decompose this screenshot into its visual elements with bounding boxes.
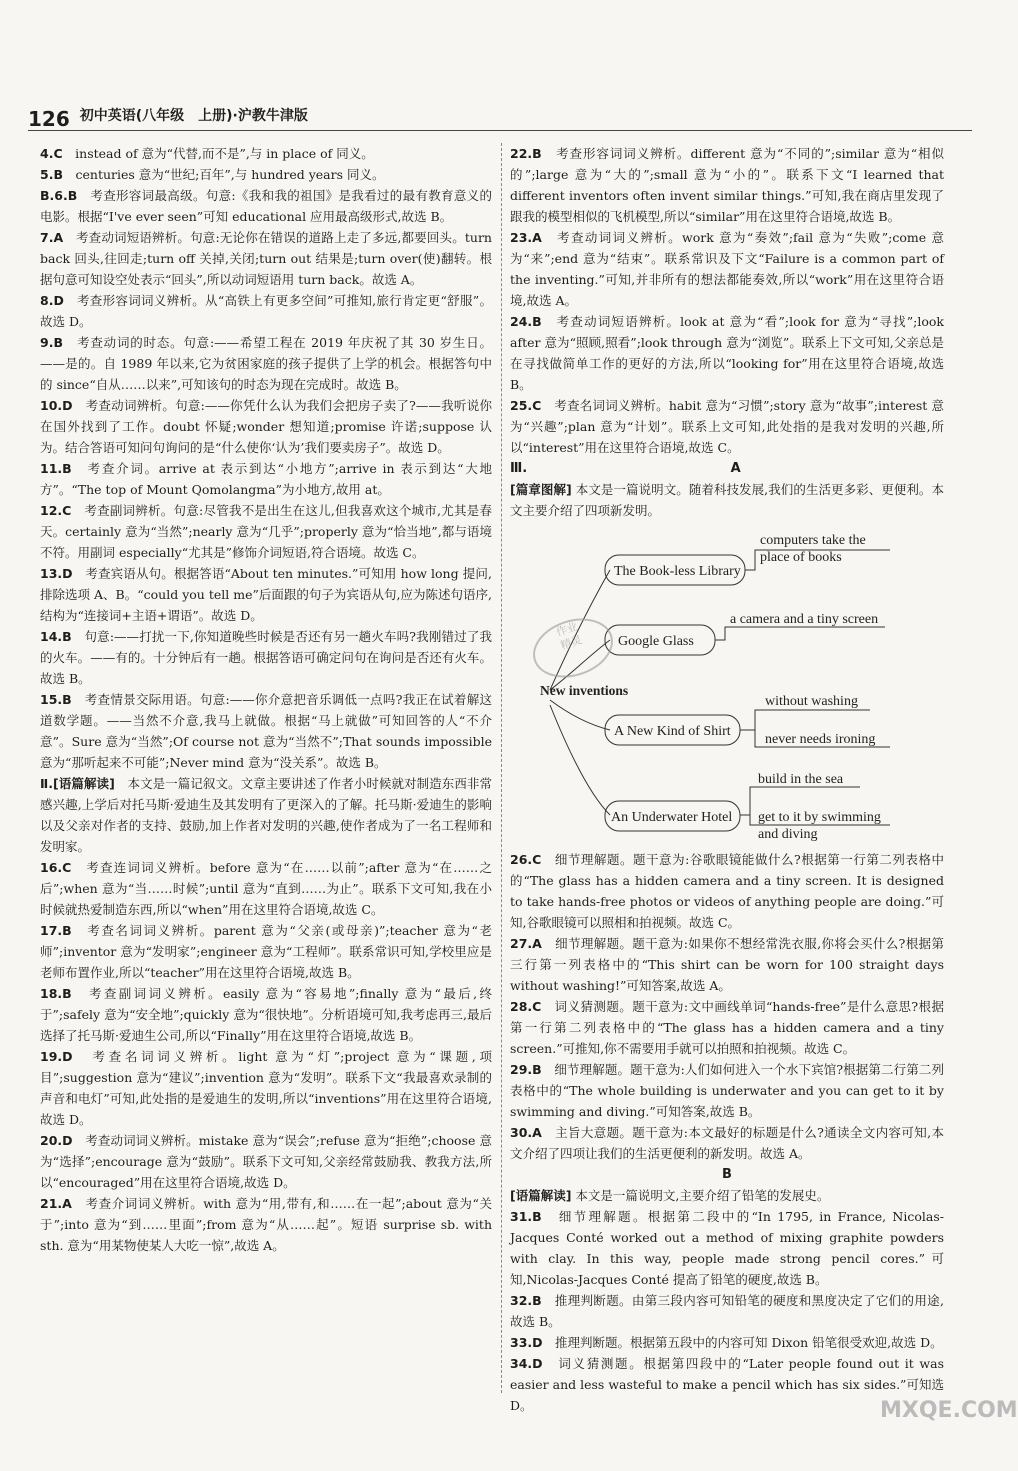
page-header [28, 100, 972, 131]
branch-shirt: A New Kind of Shirt [614, 724, 731, 739]
answer-item [510, 1059, 944, 1122]
answer-item [40, 458, 492, 500]
answer-label: 14.B [40, 629, 72, 644]
detail-library-2: place of books [760, 550, 842, 565]
section-heading-b [510, 1164, 944, 1185]
answer-label: B.6.B [40, 188, 78, 203]
answer-item [40, 185, 492, 227]
answer-item [40, 920, 492, 983]
answer-label: 30.A [510, 1125, 542, 1140]
answer-item [510, 1122, 944, 1164]
answer-text: 词义猜测题。根据第四段中的“Later people found out it was easier and less wasteful to make a pencil which has six sides.”可知选 D。 [510, 1356, 944, 1413]
answer-text: 考查动词词义辨析。mistake 意为“误会”;refuse 意为“拒绝”;choose 意为“选择”;encourage 意为“鼓励”。联系下文可知,父亲经常鼓励我、教我方法,所以“encouraged”用在这里符合语境,故选 D。 [40, 1133, 492, 1190]
answer-label: 26.C [510, 852, 542, 867]
page-number: 126 [28, 107, 70, 131]
answer-text: 词义猜测题。题干意为:文中画线单词“hands-free”是什么意思?根据第一行第二列表格中的“The glass has a hidden camera and a tiny screen.”可推知,你不需要用手就可以拍照和拍视频。故选 C。 [510, 999, 944, 1056]
answer-item [40, 689, 492, 773]
answer-label: 22.B [510, 146, 542, 161]
answer-item [510, 227, 944, 311]
answer-text: 考查动词短语辨析。句意:无论你在错误的道路上走了多远,都要回头。turn back 回头,往回走;turn off 关掉,关闭;turn out 结果是;turn over(使)翻转。根据句意可知设空处表示“回头”,所以动词短语用 turn back。故选 A。 [40, 230, 492, 287]
watermark: MXQE.COM [880, 1398, 1018, 1423]
section-letter-a: A [730, 461, 741, 476]
section-letter-b: B [722, 1167, 732, 1182]
answer-text: 考查介词词义辨析。with 意为“用,带有,和……在一起”;about 意为“关于”;into 意为“到……里面”;from 意为“从……起”。短语 surprise sb. with sth. 意为“用某物使某人大吃一惊”,故选 A。 [40, 1196, 492, 1253]
answer-text: 考查形容词词义辨析。从“高铁上有更多空间”可推知,旅行肯定更“舒服”。故选 D。 [40, 293, 492, 329]
branch-hotel: An Underwater Hotel [611, 810, 733, 825]
answer-text: 细节理解题。题干意为:如果你不想经常洗衣服,你将会买什么?根据第三行第一列表格中的“This shirt can be worn for 100 straight days without washing!”可知答案,故选 A。 [510, 936, 944, 993]
answer-text: 句意:——打扰一下,你知道晚些时候是否还有另一趟火车吗?我刚错过了我的火车。——有的。十分钟后有一趟。根据答语可确定问句在询问是否还有火车。故选 B。 [40, 629, 492, 686]
answer-text: 考查情景交际用语。句意:——你介意把音乐调低一点吗?我正在试着解这道数学题。——当然不介意,我马上就做。根据“马上就做”可知回答的人“不介意”。Sure 意为“当然”;Of course not 意为“当然不”;That sounds impossible 意为“那听起来不可能”;Never mind 意为“没关系”。故选 B。 [40, 692, 492, 770]
answer-item [510, 311, 944, 395]
answer-label: 27.A [510, 936, 542, 951]
detail-hotel-2: get to it by swimming [758, 810, 881, 825]
answer-text: 考查副词词义辨析。easily 意为“容易地”;finally 意为“最后,终于”;safely 意为“安全地”;quickly 意为“很快地”。分析语境可知,我考虑再三,最后选择了托马斯·爱迪生公司,所以“Finally”用在这里符合语境,故选 B。 [40, 986, 492, 1043]
answer-label: 19.D [40, 1049, 73, 1064]
answer-label: 11.B [40, 461, 72, 476]
answer-item [510, 1290, 944, 1332]
detail-glass-1: a camera and a tiny screen [730, 612, 879, 627]
answer-label: 9.B [40, 335, 63, 350]
inventions-mind-map [510, 525, 944, 845]
answer-text: 细节理解题。根据第二段中的“In 1795, in France, Nicolas-Jacques Conté worked out a method of mixing graphite powders with clay. In this way, people made strong pencil cores.”可知,Nicolas-Jacques Conté 提高了铅笔的硬度,故选 B。 [510, 1209, 944, 1287]
answer-item [510, 1353, 944, 1416]
passage-summary-a [510, 479, 944, 521]
answer-text: 考查形容词词义辨析。different 意为“不同的”;similar 意为“相似的”;large 意为“大的”;small 意为“小的”。联系下文“I learned that different inventors often invent similar things.”可知,我在商店里发现了跟我的模型相似的飞机模型,所以“similar”用在这里符合语境,故选 B。 [510, 146, 944, 224]
answer-text: centuries 意为“世纪;百年”,与 hundred years 同义。 [75, 167, 385, 182]
answer-label: 31.B [510, 1209, 542, 1224]
answer-text: 细节理解题。题干意为:谷歌眼镜能做什么?根据第一行第二列表格中的“The glass has a hidden camera and a tiny screen. It is designed to take hands-free photos or videos of anything people are doing.”可知,谷歌眼镜可以照相和拍视频。故选 C。 [510, 852, 944, 930]
answer-item [40, 1193, 492, 1256]
answer-label: 13.D [40, 566, 73, 581]
answer-item [510, 1206, 944, 1290]
stamp-logo: 作业 精灵 [525, 609, 620, 688]
answer-label: 5.B [40, 167, 63, 182]
answer-label: 32.B [510, 1293, 542, 1308]
answer-item [40, 626, 492, 689]
answer-item [40, 332, 492, 395]
answer-label: 21.A [40, 1196, 72, 1211]
answer-item [40, 773, 492, 857]
answer-item [40, 500, 492, 563]
right-column [510, 143, 944, 1416]
answer-item [40, 1046, 492, 1130]
answer-label: 20.D [40, 1133, 73, 1148]
answer-text: 考查动词词义辨析。work 意为“奏效”;fail 意为“失败”;come 意为“来”;end 意为“结束”。联系常识及下文“Failure is a common part of the inventing.”可知,并非所有的想法都能奏效,所以“work”用在这里符合语境,故选 A。 [510, 230, 944, 308]
answer-label: 7.A [40, 230, 64, 245]
answer-text: 考查名词词义辨析。light 意为“灯”;project 意为“课题,项目”;suggestion 意为“建议”;invention 意为“发明”。联系下文“我最喜欢录制的声音和电灯”可知,此处指的是爱迪生的发明,所以“inventions”用在这里符合语境,故选 D。 [40, 1049, 492, 1127]
answer-text: 考查名词词义辨析。parent 意为“父亲(或母亲)”;teacher 意为“老师”;inventor 意为“发明家”;engineer 意为“工程师”。联系常识可知,学校里应是老师布置作业,所以“teacher”用在这里符合语境,故选 B。 [40, 923, 492, 980]
answer-label: Ⅱ.[语篇解读] [40, 776, 115, 791]
passage-label: [语篇解读] [510, 1188, 572, 1203]
answer-text: 考查介词。arrive at 表示到达“小地方”;arrive in 表示到达“大地方”。“The top of Mount Qomolangma”为小地方,故用 at。 [40, 461, 492, 497]
mind-map-center: New inventions [540, 683, 629, 698]
branch-library: The Book-less Library [614, 564, 741, 579]
detail-library-1: computers take the [760, 533, 866, 548]
branch-glass: Google Glass [618, 634, 694, 649]
answer-label: 23.A [510, 230, 542, 245]
answer-item [40, 164, 492, 185]
answer-item [40, 1130, 492, 1193]
passage-text: 本文是一篇说明文。随着科技发展,我们的生活更多彩、更便利。本文主要介绍了四项新发明。 [510, 482, 944, 518]
detail-shirt-2: never needs ironing [765, 732, 876, 747]
answer-label: 12.C [40, 503, 72, 518]
answer-text: 本文是一篇记叙文。文章主要讲述了作者小时候就对制造东西非常感兴趣,上学后对托马斯·爱迪生及其发明有了更深入的了解。托马斯·爱迪生的影响以及父亲对作者的支持、鼓励,加上作者对发明的兴趣,使作者成为了一名工程师和发明家。 [40, 776, 492, 854]
answer-label: 15.B [40, 692, 72, 707]
passage-summary-b [510, 1185, 944, 1206]
section-heading [510, 458, 944, 479]
passage-text: 本文是一篇说明文,主要介绍了铅笔的发展史。 [575, 1188, 830, 1203]
section-roman: Ⅲ. [510, 461, 528, 476]
answer-item [40, 563, 492, 626]
answer-item [510, 933, 944, 996]
detail-shirt-1: without washing [765, 694, 858, 709]
answer-label: 34.D [510, 1356, 543, 1371]
answer-label: 16.C [40, 860, 72, 875]
answer-label: 33.D [510, 1335, 543, 1350]
answer-text: 考查名词词义辨析。habit 意为“习惯”;story 意为“故事”;interest 意为“兴趣”;plan 意为“计划”。联系上文可知,此处指的是我对发明的兴趣,所以“interest”用在这里符合语境,故选 C。 [510, 398, 944, 455]
branch-line-hotel [550, 705, 610, 815]
answer-label: 29.B [510, 1062, 542, 1077]
answer-label: 10.D [40, 398, 73, 413]
answer-label: 24.B [510, 314, 542, 329]
answer-text: 考查形容词最高级。句意:《我和我的祖国》是我看过的最有教育意义的电影。根据“I've ever seen”可知 educational 应用最高级形式,故选 B。 [40, 188, 492, 224]
answer-label: 28.C [510, 999, 542, 1014]
answer-item [510, 143, 944, 227]
answer-text: 考查动词短语辨析。look at 意为“看”;look for 意为“寻找”;look after 意为“照顾,照看”;look through 意为“浏览”。联系上下文可知,父亲总是在寻找做简单工作的更好的方法,所以“looking for”用在这里符合语境,故选 B。 [510, 314, 944, 392]
answer-item [40, 227, 492, 290]
answer-text: 考查动词的时态。句意:——希望工程在 2019 年庆祝了其 30 岁生日。——是的。自 1989 年以来,它为贫困家庭的孩子提供了上学的机会。根据答句中的 since“自从……以来”,可知该句的时态为现在完成时。故选 B。 [40, 335, 492, 392]
book-title: 初中英语(八年级 上册)·沪教牛津版 [79, 108, 308, 124]
answer-text: 考查连词词义辨析。before 意为“在……以前”;after 意为“在……之后”;when 意为“当……时候”;until 意为“直到……为止”。联系下文可知,我在小时候就热爱制造东西,所以“when”用在这里符合语境,故选 C。 [40, 860, 492, 917]
answer-text: 考查动词辨析。句意:——你凭什么认为我们会把房子卖了?——我听说你在国外找到了工作。doubt 怀疑;wonder 想知道;promise 许诺;suppose 认为。结合答语可知问句询问的是“什么使你‘认为’我们要卖房子”。故选 D。 [40, 398, 492, 455]
answer-text: 推理判断题。由第三段内容可知铅笔的硬度和黑度决定了它们的用途,故选 B。 [510, 1293, 944, 1329]
answer-text: 主旨大意题。题干意为:本文最好的标题是什么?通读全文内容可知,本文介绍了四项让我们的生活更便利的新发明。故选 A。 [510, 1125, 944, 1161]
answer-item [510, 395, 944, 458]
answer-item [40, 143, 492, 164]
answer-label: 25.C [510, 398, 542, 413]
answer-text: instead of 意为“代替,而不是”,与 in place of 同义。 [75, 146, 374, 161]
detail-hotel-3: and diving [758, 827, 818, 842]
answer-item [40, 395, 492, 458]
detail-hotel-1: build in the sea [758, 772, 844, 787]
answer-label: 4.C [40, 146, 63, 161]
answer-text: 考查副词辨析。句意:尽管我不是出生在这儿,但我喜欢这个城市,尤其是春天。certainly 意为“当然”;nearly 意为“几乎”;properly 意为“恰当地”,都与语境不符。用副词 especially“尤其是”修饰介词短语,符合语境。故选 C。 [40, 503, 492, 560]
answer-item [510, 996, 944, 1059]
answer-label: 8.D [40, 293, 64, 308]
column-divider [501, 143, 502, 1393]
answer-item [510, 849, 944, 933]
answer-item [40, 290, 492, 332]
passage-label: [篇章图解] [510, 482, 572, 497]
answer-item [40, 983, 492, 1046]
answer-item [510, 1332, 944, 1353]
answer-label: 18.B [40, 986, 72, 1001]
answer-text: 推理判断题。根据第五段中的内容可知 Dixon 铅笔很受欢迎,故选 D。 [555, 1335, 943, 1350]
answer-label: 17.B [40, 923, 72, 938]
answer-text: 细节理解题。题干意为:人们如何进入一个水下宾馆?根据第二行第二列表格中的“The whole building is underwater and you can get to it by swimming and diving.”可知答案,故选 B。 [510, 1062, 944, 1119]
left-column [40, 143, 492, 1256]
answer-item [40, 857, 492, 920]
answer-text: 考查宾语从句。根据答语“About ten minutes.”可知用 how long 提问,排除选项 A、B。“could you tell me”后面跟的句子为宾语从句,应为陈述句语序,结构为“连接词+主语+谓语”。故选 D。 [40, 566, 492, 623]
